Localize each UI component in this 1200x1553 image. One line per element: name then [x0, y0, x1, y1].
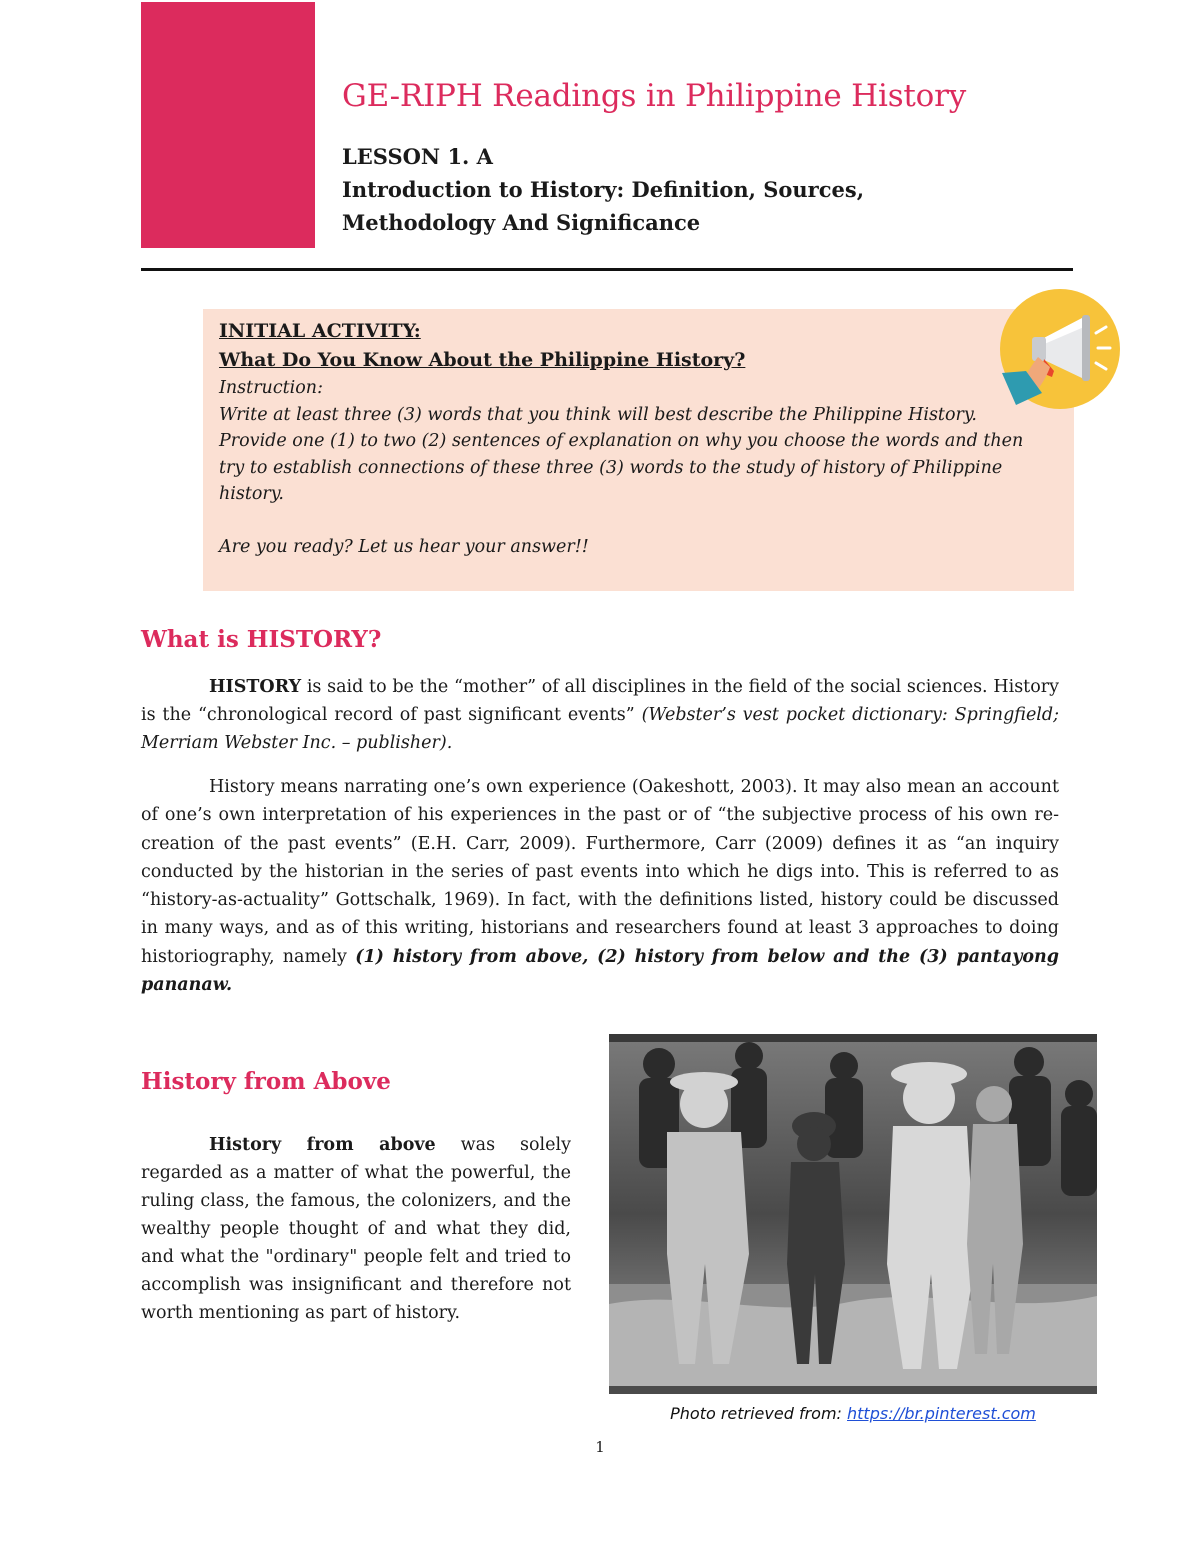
lesson-title-line1: Introduction to History: Definition, Sources,: [342, 177, 865, 202]
course-title: GE-RIPH Readings in Philippine History: [342, 78, 967, 114]
photo-caption-label: Photo retrieved from:: [670, 1404, 848, 1423]
activity-instruction-label: Instruction:: [219, 378, 323, 398]
wwii-soldiers-photo: [609, 1034, 1097, 1394]
history-meaning-text: History means narrating one’s own experience (Oakeshott, 2003). It may also mean an account of one’s own interpretation of his experiences in the past or of “the subjective process of his own re-creation of the past events” (E.H. Carr, 2009). Furthermore, Carr (2009) defines it as “an inquiry conducted by the historian in the series of past events into which he digs into. This is referred to as “history-as-actuality” Gottschalk, 1969). In fact, with the definitions listed, history could be discussed in many ways, and as of this writing, historians and researchers found at least 3 approaches to doing historiography, namely: [141, 777, 1059, 967]
activity-prompt: Are you ready? Let us hear your answer!!: [219, 536, 589, 557]
history-meaning-paragraph: [141, 773, 1059, 999]
history-from-above-heading: History from Above: [141, 1068, 391, 1095]
history-term: HISTORY: [209, 677, 302, 697]
activity-instruction-text: Write at least three (3) words that you think will best describe the Philippine History. Provide one (1) to two (2) sentences of explanation on why you choose the words and then try to establish connections of these three (3) words to the study of history of Philippine history.: [219, 404, 1024, 504]
page-number: 1: [595, 1438, 605, 1456]
megaphone-icon: [998, 287, 1122, 411]
history-from-above-paragraph: [141, 1131, 571, 1327]
what-is-history-heading: What is HISTORY?: [141, 626, 382, 653]
activity-heading: INITIAL ACTIVITY:: [219, 320, 421, 342]
photo-caption: [609, 1404, 1097, 1423]
photo-source-link[interactable]: https://br.pinterest.com: [847, 1404, 1036, 1423]
lesson-heading: [342, 140, 864, 239]
history-definition-text: is said to be the “mother” of all disciplines in the field of the social sciences. History is the “chronological record of past significant events”: [141, 677, 1059, 725]
history-from-above-term: History from above: [209, 1135, 436, 1155]
history-definition-paragraph: [141, 673, 1059, 757]
header-accent-block: [141, 2, 315, 248]
initial-activity-box: [203, 309, 1074, 591]
history-from-above-text: was solely regarded as a matter of what the powerful, the ruling class, the famous, the colonizers, and the wealthy people thought of and what they did, and what the "ordinary" people felt and tried to accomplish was insignificant and therefore not worth mentioning as part of history.: [141, 1135, 571, 1323]
lesson-title-line2: Methodology And Significance: [342, 210, 701, 235]
history-definition-citation: (Webster’s vest pocket dictionary: Springfield; Merriam Webster Inc. – publisher).: [141, 705, 1059, 753]
activity-subheading: What Do You Know About the Philippine History?: [219, 349, 746, 371]
historiography-approaches: (1) history from above, (2) history from below and the (3) pantayong pananaw.: [141, 946, 1060, 996]
lesson-number: LESSON 1. A: [342, 144, 493, 169]
header-divider: [141, 268, 1073, 271]
